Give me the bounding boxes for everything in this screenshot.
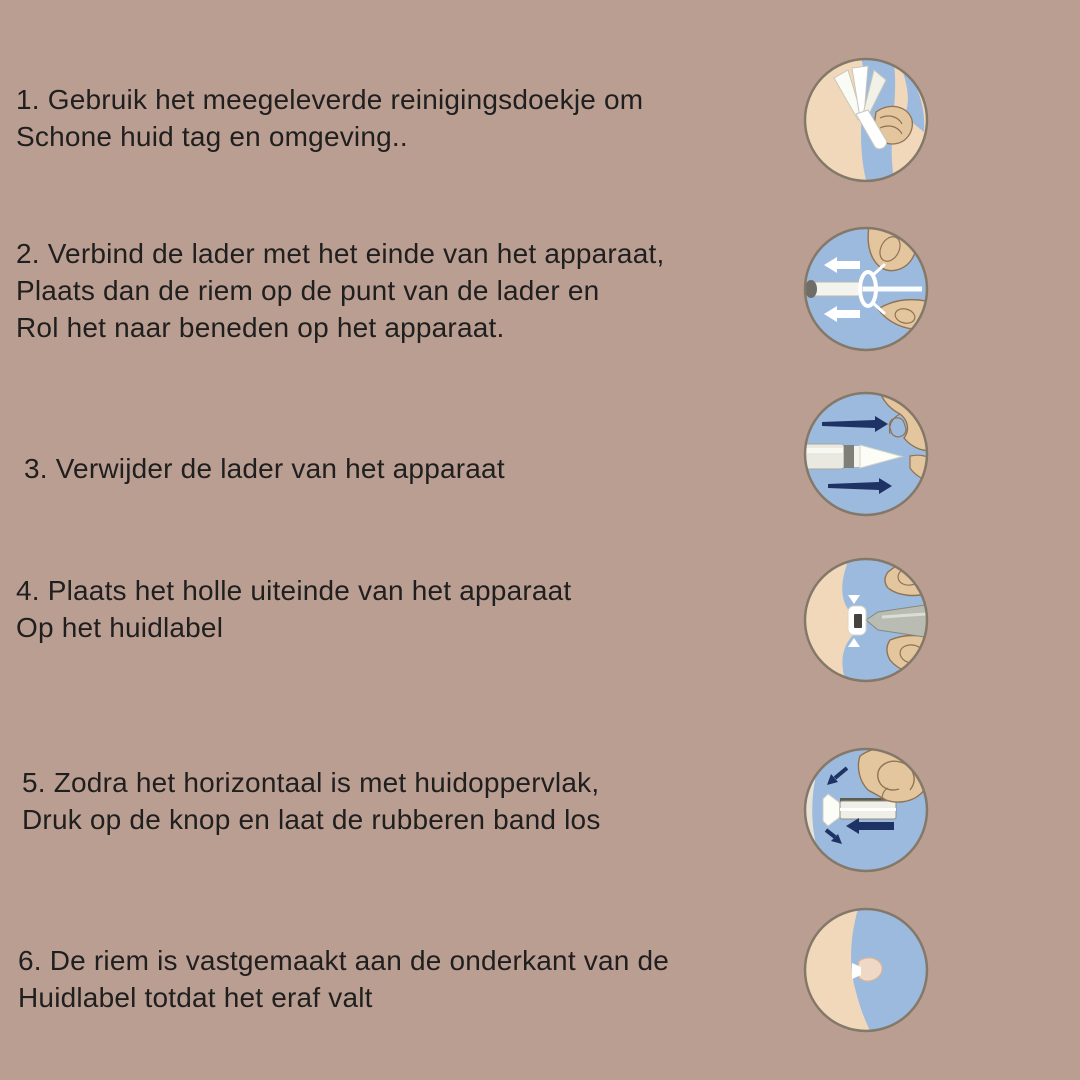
step-5-illustration [802,746,930,874]
step-2-line-2: Plaats dan de riem op de punt van de lader en [16,275,600,306]
step-2-illustration [802,225,930,353]
press-button-icon [802,746,930,874]
step-6-line-1: 6. De riem is vastgemaakt aan de onderkant van de [18,945,670,976]
banded-skin-tag-icon [802,906,930,1034]
step-3-text [24,450,505,487]
step-3-line-1: 3. Verwijder de lader van het apparaat [24,453,505,484]
step-6-text [18,942,669,1016]
step-2-line-3: Rol het naar beneden op het apparaat. [16,312,505,343]
step-6-illustration [802,906,930,1034]
step-5-text [22,764,601,838]
step-4-line-2: Op het huidlabel [16,612,224,643]
loader-band-icon [802,225,930,353]
step-1-line-2: Schone huid tag en omgeving.. [16,121,408,152]
step-4-illustration [802,556,930,684]
remove-loader-icon [802,390,930,518]
cleaning-wipe-icon [802,56,930,184]
step-5-line-1: 5. Zodra het horizontaal is met huidoppervlak, [22,767,600,798]
step-2-text [16,235,664,346]
step-5-line-2: Druk op de knop en laat de rubberen band los [22,804,601,835]
step-6-line-2: Huidlabel totdat het eraf valt [18,982,373,1013]
step-1-line-1: 1. Gebruik het meegeleverde reinigingsdoekje om [16,84,644,115]
step-2-line-1: 2. Verbind de lader met het einde van het apparaat, [16,238,665,269]
step-4-text [16,572,571,646]
step-1-illustration [802,56,930,184]
step-1-text [16,81,643,155]
step-3-illustration [802,390,930,518]
step-4-line-1: 4. Plaats het holle uiteinde van het apparaat [16,575,572,606]
device-on-skin-tag-icon [802,556,930,684]
